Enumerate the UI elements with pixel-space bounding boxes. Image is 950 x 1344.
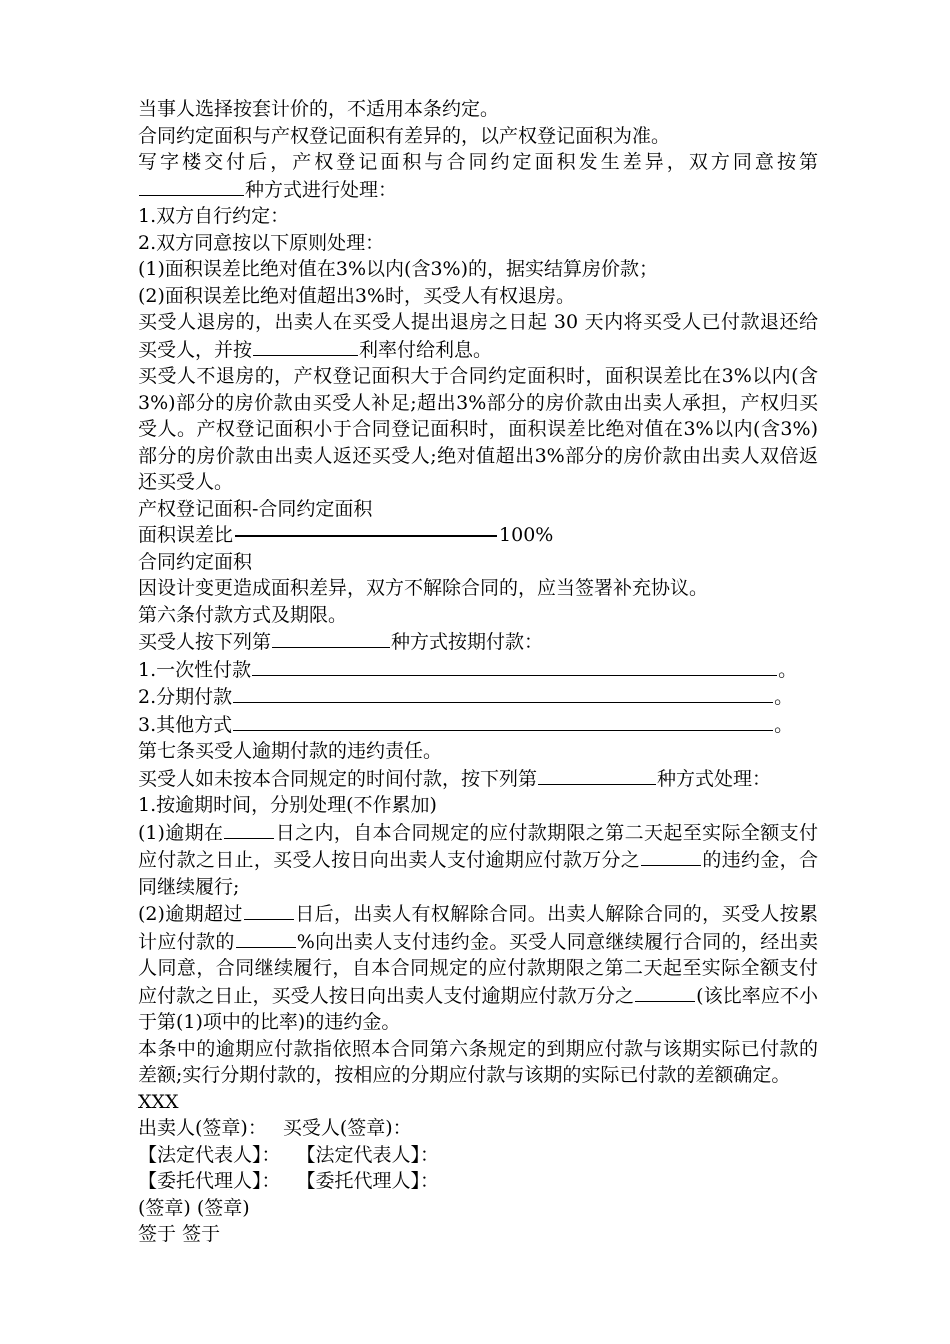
text-line: 因设计变更造成面积差异，双方不解除合同的，应当签署补充协议。 xyxy=(138,577,709,599)
paragraph xyxy=(138,230,818,257)
text-line: (2)逾期超过 xyxy=(138,903,243,925)
fill-in-blank[interactable] xyxy=(635,982,695,1002)
paragraph xyxy=(138,123,818,150)
text-line: 当事人选择按套计价的，不适用本条约定。 xyxy=(138,98,500,120)
text-line: 买受人不退房的，产权登记面积大于合同约定面积时，面积误差比在3%以内(含3%)部分的房价款由买受人补足;超出3%部分的房价款由出卖人承担，产权归买受人。产权登记面积小于合同登记面积时，面积误差比绝对值在3%以内(含3%)部分的房价款由出卖人返还买受人;绝对值超出3%部分的房价款由出卖人双倍返还买受人。 xyxy=(138,365,818,493)
text-line: 合同约定面积与产权登记面积有差异的，以产权登记面积为准。 xyxy=(138,124,671,147)
section-heading xyxy=(138,738,818,765)
text-line: 产权登记面积-合同约定面积 xyxy=(138,497,373,520)
paragraph xyxy=(138,256,818,283)
fill-in-blank[interactable] xyxy=(538,765,656,785)
signature-row xyxy=(138,1168,818,1195)
paragraph xyxy=(138,96,818,123)
text-line: (1)逾期在 xyxy=(138,821,224,844)
text-line: 日后，出卖人有权解除合同。出卖人解除合同的，买受人按累计应付款的 xyxy=(138,903,818,953)
text-line: 买受人按下列第 xyxy=(138,631,272,653)
paragraph xyxy=(138,149,818,203)
signature-row xyxy=(138,1115,818,1142)
text-line: XXX xyxy=(138,1090,179,1113)
buyer-signature-label: 买受人(签章)： xyxy=(282,1117,412,1139)
text-line: (该比率应不小于第(1)项中的比率)的违约金。 xyxy=(138,984,818,1033)
buyer-signed-at-label: 签于 xyxy=(182,1223,221,1245)
seller-signed-at-label: 签于 xyxy=(138,1223,177,1245)
paragraph xyxy=(138,765,818,793)
fraction-bar xyxy=(235,522,497,537)
text-line: 种方式进行处理： xyxy=(245,178,398,201)
paragraph xyxy=(138,1036,818,1089)
fill-in-blank[interactable] xyxy=(233,711,773,731)
text-line: 写字楼交付后，产权登记面积与合同约定面积发生差异，双方同意按第 xyxy=(138,151,818,173)
text-line: 100% xyxy=(499,524,554,546)
fill-in-blank[interactable] xyxy=(641,846,701,866)
text-line: 日之内，自本合同规定的应付款期限之第二天起至实际全额支付应付款之日止，买受人按日向出卖人支付逾期应付款万分之 xyxy=(138,821,818,871)
seller-seal-label: (签章) xyxy=(138,1196,191,1219)
text-line: 1.双方自行约定： xyxy=(138,205,290,227)
section-heading xyxy=(138,602,818,629)
text-line: 第六条付款方式及期限。 xyxy=(138,603,348,626)
fill-in-blank[interactable] xyxy=(253,336,358,356)
text-line: 种方式处理： xyxy=(657,767,772,790)
text-line: (2)面积误差比绝对值超出3%时，买受人有权退房。 xyxy=(138,284,576,307)
formula-line xyxy=(138,522,818,549)
formula-denominator xyxy=(138,549,818,576)
contract-page xyxy=(138,96,818,1248)
text-line: 买受人如未按本合同规定的时间付款，按下列第 xyxy=(138,767,538,790)
fill-in-blank[interactable] xyxy=(252,656,777,676)
text-line: 。 xyxy=(774,713,794,736)
text-line: 。 xyxy=(774,686,794,708)
fill-in-blank[interactable] xyxy=(236,928,296,948)
seller-signature-label: 出卖人(签章)： xyxy=(138,1117,267,1139)
paragraph xyxy=(138,575,818,602)
text-line: 利率付给利息。 xyxy=(359,338,493,361)
text-line: 合同约定面积 xyxy=(138,550,253,573)
signature-row xyxy=(138,1221,818,1248)
paragraph xyxy=(138,819,818,901)
text-line: 1.一次性付款 xyxy=(138,658,252,681)
text-line: 的违约金，合同继续履行; xyxy=(138,849,818,898)
paragraph xyxy=(138,628,818,656)
text-line: 面积误差比 xyxy=(138,524,234,546)
seller-agent-label: 【委托代理人】： xyxy=(138,1170,281,1192)
text-line: 种方式按期付款： xyxy=(391,631,544,653)
text-line: 3.其他方式 xyxy=(138,713,233,736)
paragraph xyxy=(138,203,818,230)
text-line: (1)面积误差比绝对值在3%以内(含3%)的，据实结算房价款； xyxy=(138,258,659,280)
text-line: 本条中的逾期应付款指依照本合同第六条规定的到期应付款与该期实际已付款的差额;实行分期付款的，按相应的分期应付款与该期的实际已付款的差额确定。 xyxy=(138,1037,818,1086)
fill-in-blank[interactable] xyxy=(233,683,773,703)
text-line: 1.按逾期时间，分别处理(不作累加) xyxy=(138,794,437,816)
buyer-seal-label: (签章) xyxy=(196,1196,250,1219)
paragraph xyxy=(138,363,818,496)
text-line: %向出卖人支付违约金。买受人同意继续履行合同的，经出卖人同意，合同继续履行，自本合同规定的应付款期限之第二天起至实际全额支付应付款之日止，买受人按日向出卖人支付逾期应付款万分之 xyxy=(138,930,818,1007)
paragraph xyxy=(138,792,818,819)
formula-numerator xyxy=(138,496,818,523)
paragraph xyxy=(138,283,818,310)
fill-in-blank[interactable] xyxy=(272,628,390,648)
paragraph xyxy=(138,900,818,1036)
placeholder-text xyxy=(138,1089,818,1116)
seller-legal-rep-label: 【法定代表人】： xyxy=(138,1143,281,1166)
fill-in-blank[interactable] xyxy=(244,900,294,920)
text-line: 买受人退房的，出卖人在买受人提出退房之日起 30 天内将买受人已付款退还给买受人，并按 xyxy=(138,311,818,361)
text-line: 第七条买受人逾期付款的违约责任。 xyxy=(138,740,443,762)
paragraph xyxy=(138,656,818,684)
signature-row xyxy=(138,1195,818,1222)
fill-in-blank[interactable] xyxy=(224,819,274,839)
buyer-agent-label: 【委托代理人】： xyxy=(296,1170,440,1192)
text-line: 。 xyxy=(778,658,798,681)
paragraph xyxy=(138,711,818,739)
paragraph xyxy=(138,683,818,711)
signature-row xyxy=(138,1142,818,1169)
text-line: 2.双方同意按以下原则处理： xyxy=(138,231,385,254)
text-line: 2.分期付款 xyxy=(138,686,233,708)
paragraph xyxy=(138,309,818,363)
fill-in-blank[interactable] xyxy=(139,176,244,196)
buyer-legal-rep-label: 【法定代表人】： xyxy=(296,1143,440,1166)
